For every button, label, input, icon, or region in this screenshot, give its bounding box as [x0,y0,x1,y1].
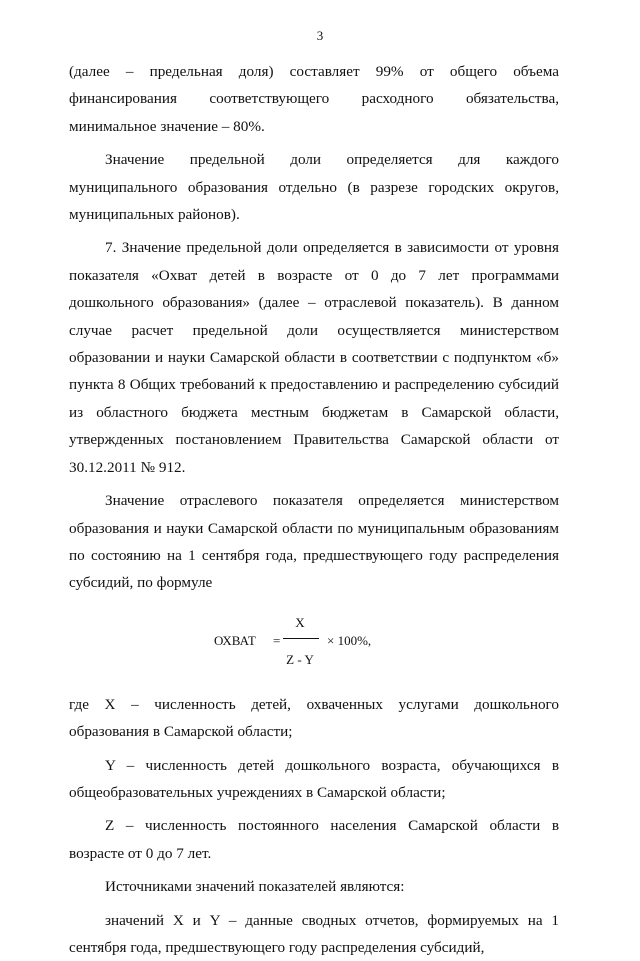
formula-multiplier: × 100%, [327,632,372,648]
page-number: 3 [316,28,324,43]
document-body [69,58,559,961]
paragraph-indicator-formula-intro: Значение отраслевого показателя определяется министерством образования и науки Самарской области по муниципальным образованиям по состоянию на 1 сентября года, предшествующего году распределения субсидий, по формуле [69,492,559,592]
paragraph-sources-heading: Источниками значений показателей являются: [105,878,405,896]
formula-numerator: X [295,614,305,630]
fraction-bar [283,638,319,639]
paragraph-definition-y: Y – численность детей дошкольного возраста, обучающихся в общеобразовательных учреждениях в Самарской области; [69,756,559,801]
paragraph-share-value: Значение предельной доли определяется для каждого муниципального образования отдельно (в разрезе городских округов, муниципальных районов). [69,151,559,224]
formula-name: ОХВАТ [214,632,256,648]
formula-block [69,609,559,681]
paragraph-share-limit: (далее – предельная доля) составляет 99% от общего объема финансирования соответствующего расходного обязательства, минимальное значение – 80%. [69,63,559,135]
paragraph-definition-x: где X – численность детей, охваченных услугами дошкольного образования в Самарской области; [69,695,559,741]
paragraph-item-7: 7. Значение предельной доли определяется в зависимости от уровня показателя «Охват детей в возрасте от 0 до 7 лет программами дошкольного образования» (далее – отраслевой показатель). В данном случае расчет предельной доли осуществляется министерством образовании и науки Самарской области в соответствии с подпунктом «б» пункта 8 Общих требований к предоставлению и распределению субсидий из областного бюджета местным бюджетам в Самарской области, утвержденных постановлением Правительства Самарской области от 30.12.2011 № 912. [69,239,559,476]
paragraph-sources-xy: значений X и Y – данные сводных отчетов, формируемых на 1 сентября года, предшествующего году распределения субсидий, [69,911,559,956]
paragraph-definition-z: Z – численность постоянного населения Самарской области в возрасте от 0 до 7 лет. [69,817,559,862]
formula-denominator: Z - Y [286,651,314,667]
formula-equals: = [273,632,281,648]
